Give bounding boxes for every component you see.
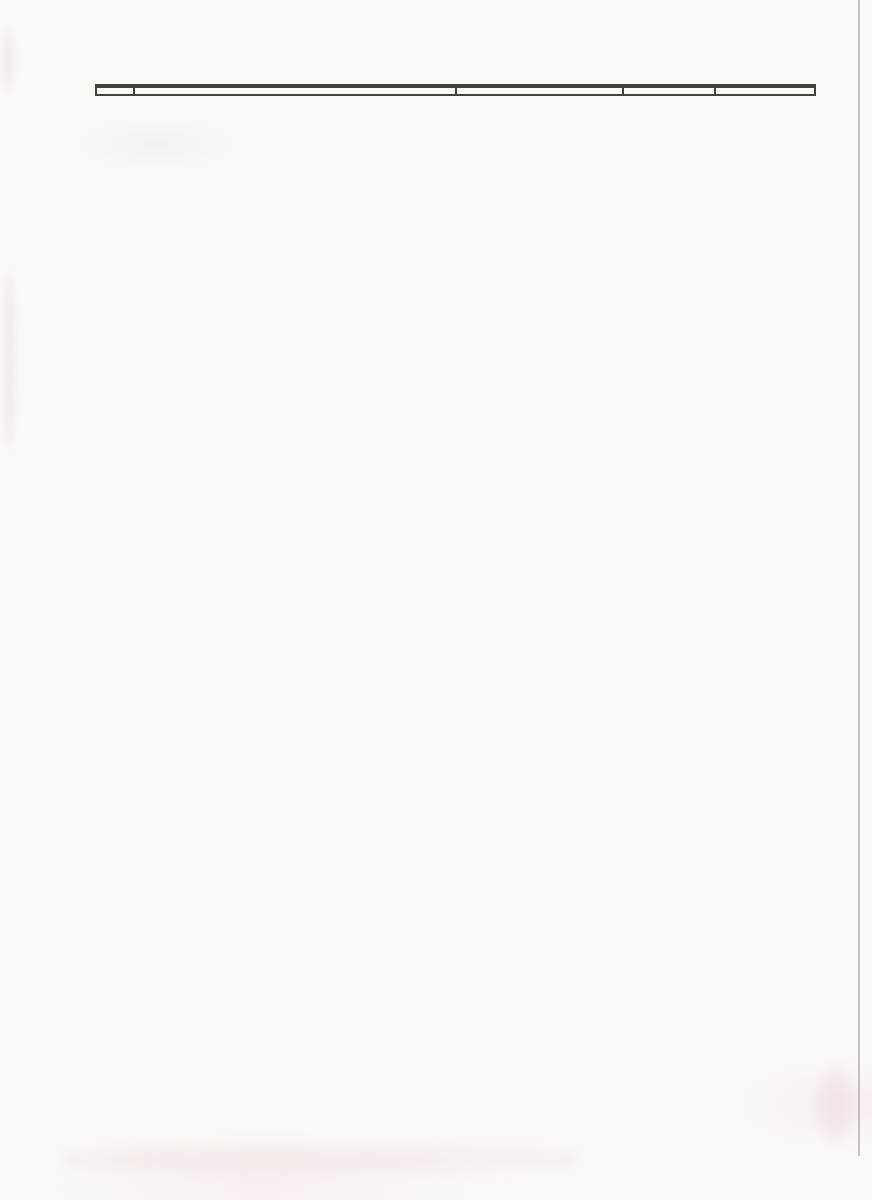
scan-smudge (818, 1070, 852, 1140)
header-grade-cell (622, 88, 714, 94)
column-divider (133, 86, 135, 94)
column-divider (714, 86, 716, 94)
scan-smudge (60, 1146, 580, 1172)
results-table (95, 84, 816, 96)
header-event-cell (133, 88, 455, 94)
column-divider (455, 86, 457, 94)
header-prize-cell (714, 88, 814, 94)
scan-smudge (4, 270, 14, 450)
scan-smudge (2, 30, 14, 90)
column-divider (622, 86, 624, 94)
header-number-cell (97, 88, 133, 94)
scan-edge-line (858, 0, 860, 1156)
header-name-cell (455, 88, 622, 94)
